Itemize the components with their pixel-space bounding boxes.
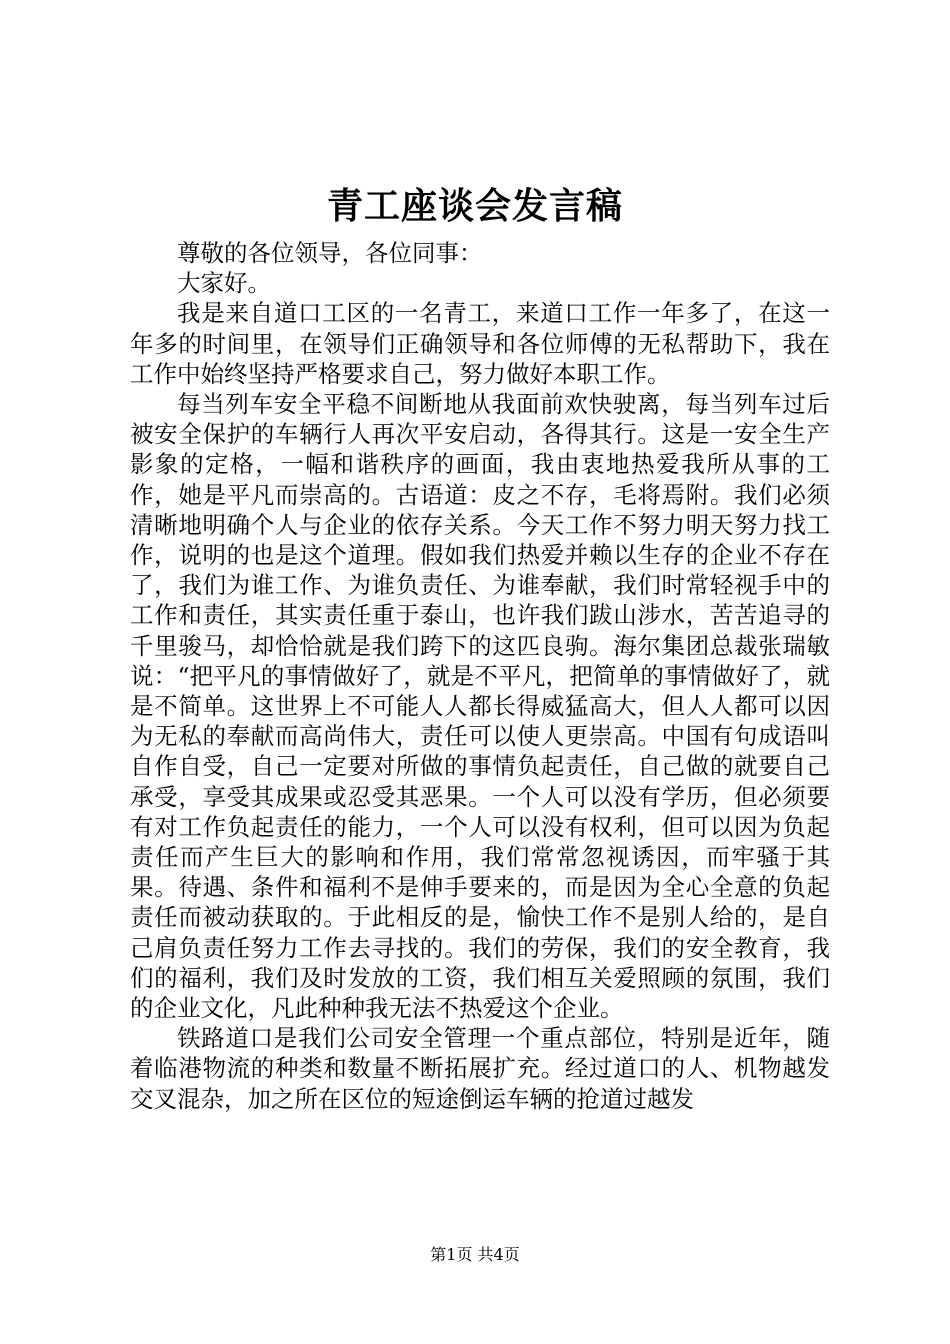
page-footer: 第1页 共4页 [430, 1245, 520, 1264]
intro-paragraph: 我是来自道口工区的一名青工，来道口工作一年多了，在这一年多的时间里，在领导们正确领导和各位师傅的无私帮助下，我在工作中始终坚持严格要求自己，努力做好本职工作。 [130, 299, 830, 388]
crossing-paragraph: 铁路道口是我们公司安全管理一个重点部位，特别是近年，随着临港物流的种类和数量不断拓展扩充。经过道口的人、机物越发交叉混杂，加之所在区位的短途倒运车辆的抢道过越发 [130, 1024, 830, 1113]
document-title: 青工座谈会发言稿 [326, 185, 623, 227]
salutation-paragraph: 大家好。 [177, 269, 271, 298]
document-body [130, 238, 830, 1114]
body-paragraph: 每当列车安全平稳不间断地从我面前欢快驶离，每当列车过后被安全保护的车辆行人再次平安启动，各得其行。这是一安全生产影象的定格，一幅和谐秩序的画面，我由衷地热爱我所从事的工作，她是平凡而崇高的。古语道：皮之不存，毛将焉附。我们必须清晰地明确个人与企业的依存关系。今天工作不努力明天努力找工作，说明的也是这个道理。假如我们热爱并赖以生存的企业不存在了，我们为谁工作、为谁负责任、为谁奉献，我们时常轻视手中的工作和责任，其实责任重于泰山，也许我们跋山涉水，苦苦追寻的千里骏马，却恰恰就是我们跨下的这匹良驹。海尔集团总裁张瑞敏说：“把平凡的事情做好了，就是不平凡，把简单的事情做好了，就是不简单。这世界上不可能人人都长得威猛高大，但人人都可以因为无私的奉献而高尚伟大，责任可以使人更崇高。中国有句成语叫自作自受，自己一定要对所做的事情负起责任，自己做的就要自己承受，享受其成果或忍受其恶果。一个人可以没有学历，但必须要有对工作负起责任的能力，一个人可以没有权利，但可以因为负起责任而产生巨大的影响和作用，我们常常忽视诱因，而牢骚于其果。待遇、条件和福利不是伸手要来的，而是因为全心全意的负起责任而被动获取的。于此相反的是，愉快工作不是别人给的，是自己肩负责任努力工作去寻找的。我们的劳保，我们的安全教育，我们的福利，我们及时发放的工资，我们相互关爱照顾的氛围，我们的企业文化，凡此种种我无法不热爱这个企业。 [130, 390, 830, 1023]
greeting-paragraph: 尊敬的各位领导，各位同事： [177, 239, 483, 267]
